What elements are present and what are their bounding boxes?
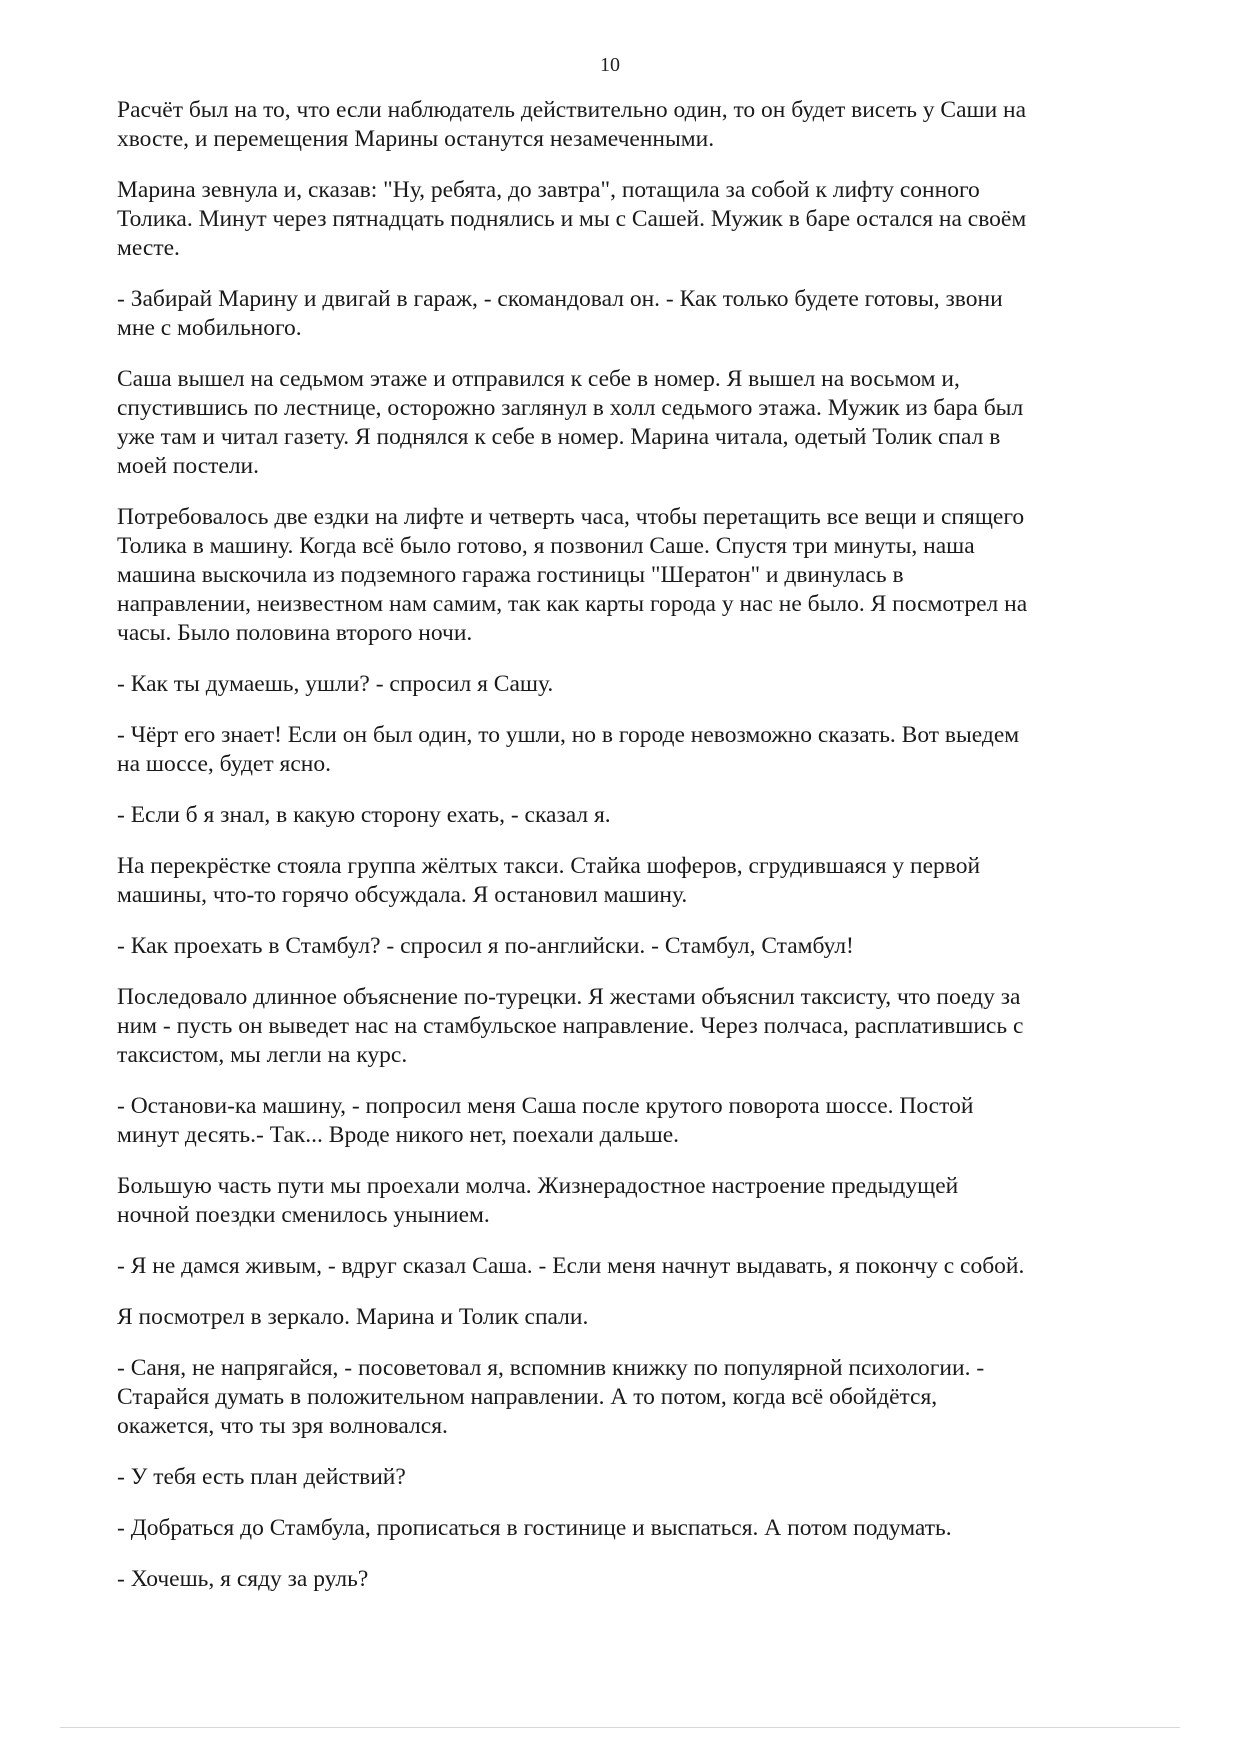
paragraph bbox=[117, 285, 1117, 343]
text-line: Саша вышел на седьмом этаже и отправился к себе в номер. Я вышел на восьмом и, bbox=[117, 366, 960, 392]
text-line: Большую часть пути мы проехали молча. Жизнерадостное настроение предыдущей bbox=[117, 1173, 959, 1199]
text-line: - Забирай Марину и двигай в гараж, - скомандовал он. - Как только будете готовы, звони bbox=[117, 286, 1003, 312]
text-line: Я посмотрел в зеркало. Марина и Толик спали. bbox=[117, 1304, 589, 1330]
paragraph bbox=[117, 1354, 1117, 1441]
text-line: - Саня, не напрягайся, - посоветовал я, вспомнив книжку по популярной психологии. - bbox=[117, 1355, 985, 1381]
text-line: мне с мобильного. bbox=[117, 315, 302, 341]
text-line: хвосте, и перемещения Марины останутся незамеченными. bbox=[117, 126, 715, 152]
paragraph bbox=[117, 670, 1117, 699]
text-line: - Добраться до Стамбула, прописаться в гостинице и выспаться. А потом подумать. bbox=[117, 1515, 952, 1541]
paragraph bbox=[117, 932, 1117, 961]
page-bottom-edge bbox=[60, 1727, 1180, 1728]
paragraph bbox=[117, 1172, 1117, 1230]
text-line: - Хочешь, я сяду за руль? bbox=[117, 1566, 369, 1592]
paragraph bbox=[117, 801, 1117, 830]
paragraph bbox=[117, 721, 1117, 779]
paragraph bbox=[117, 983, 1117, 1070]
paragraph bbox=[117, 176, 1117, 263]
paragraph bbox=[117, 1303, 1117, 1332]
text-line: - У тебя есть план действий? bbox=[117, 1464, 406, 1490]
text-line: - Как ты думаешь, ушли? - спросил я Сашу. bbox=[117, 671, 554, 697]
document-body bbox=[117, 96, 1117, 1616]
text-line: на шоссе, будет ясно. bbox=[117, 751, 331, 777]
text-line: Потребовалось две ездки на лифте и четверть часа, чтобы перетащить все вещи и спящего bbox=[117, 504, 1025, 530]
paragraph bbox=[117, 1463, 1117, 1492]
paragraph bbox=[117, 503, 1117, 648]
paragraph bbox=[117, 852, 1117, 910]
paragraph bbox=[117, 365, 1117, 481]
text-line: минут десять.- Так... Вроде никого нет, поехали дальше. bbox=[117, 1122, 680, 1148]
text-line: ночной поездки сменилось унынием. bbox=[117, 1202, 490, 1228]
paragraph bbox=[117, 1565, 1117, 1594]
paragraph bbox=[117, 1092, 1117, 1150]
text-line: Толика в машину. Когда всё было готово, я позвонил Саше. Спустя три минуты, наша bbox=[117, 533, 975, 559]
text-line: машины, что-то горячо обсуждала. Я остановил машину. bbox=[117, 882, 688, 908]
paragraph bbox=[117, 1514, 1117, 1543]
text-line: уже там и читал газету. Я поднялся к себе в номер. Марина читала, одетый Толик спал в bbox=[117, 424, 1001, 450]
text-line: - Как проехать в Стамбул? - спросил я по-английски. - Стамбул, Стамбул! bbox=[117, 933, 854, 959]
text-line: Последовало длинное объяснение по-турецки. Я жестами объяснил таксисту, что поеду за bbox=[117, 984, 1021, 1010]
paragraph bbox=[117, 96, 1117, 154]
text-line: - Я не дамся живым, - вдруг сказал Саша. - Если меня начнут выдавать, я покончу с собой. bbox=[117, 1253, 1025, 1279]
text-line: часы. Было половина второго ночи. bbox=[117, 620, 473, 646]
page-number: 10 bbox=[600, 54, 620, 76]
text-line: Марина зевнула и, сказав: "Ну, ребята, до завтра", потащила за собой к лифту сонного bbox=[117, 177, 980, 203]
text-line: машина выскочила из подземного гаража гостиницы "Шератон" и двинулась в bbox=[117, 562, 904, 588]
text-line: На перекрёстке стояла группа жёлтых такси. Стайка шоферов, сгрудившаяся у первой bbox=[117, 853, 981, 879]
text-line: месте. bbox=[117, 235, 180, 261]
paragraph bbox=[117, 1252, 1117, 1281]
text-line: спустившись по лестнице, осторожно заглянул в холл седьмого этажа. Мужик из бара был bbox=[117, 395, 1024, 421]
text-line: - Если б я знал, в какую сторону ехать, - сказал я. bbox=[117, 802, 611, 828]
text-line: моей постели. bbox=[117, 453, 260, 479]
text-line: Расчёт был на то, что если наблюдатель действительно один, то он будет висеть у Саши на bbox=[117, 97, 1027, 123]
text-line: - Чёрт его знает! Если он был один, то ушли, но в городе невозможно сказать. Вот выедем bbox=[117, 722, 1020, 748]
text-line: Толика. Минут через пятнадцать поднялись и мы с Сашей. Мужик в баре остался на своём bbox=[117, 206, 1027, 232]
text-line: таксистом, мы легли на курс. bbox=[117, 1042, 408, 1068]
text-line: Старайся думать в положительном направлении. А то потом, когда всё обойдётся, bbox=[117, 1384, 938, 1410]
text-line: - Останови-ка машину, - попросил меня Саша после крутого поворота шоссе. Постой bbox=[117, 1093, 974, 1119]
text-line: ним - пусть он выведет нас на стамбульское направление. Через полчаса, расплатившись с bbox=[117, 1013, 1024, 1039]
text-line: окажется, что ты зря волновался. bbox=[117, 1413, 448, 1439]
text-line: направлении, неизвестном нам самим, так как карты города у нас не было. Я посмотрел на bbox=[117, 591, 1028, 617]
